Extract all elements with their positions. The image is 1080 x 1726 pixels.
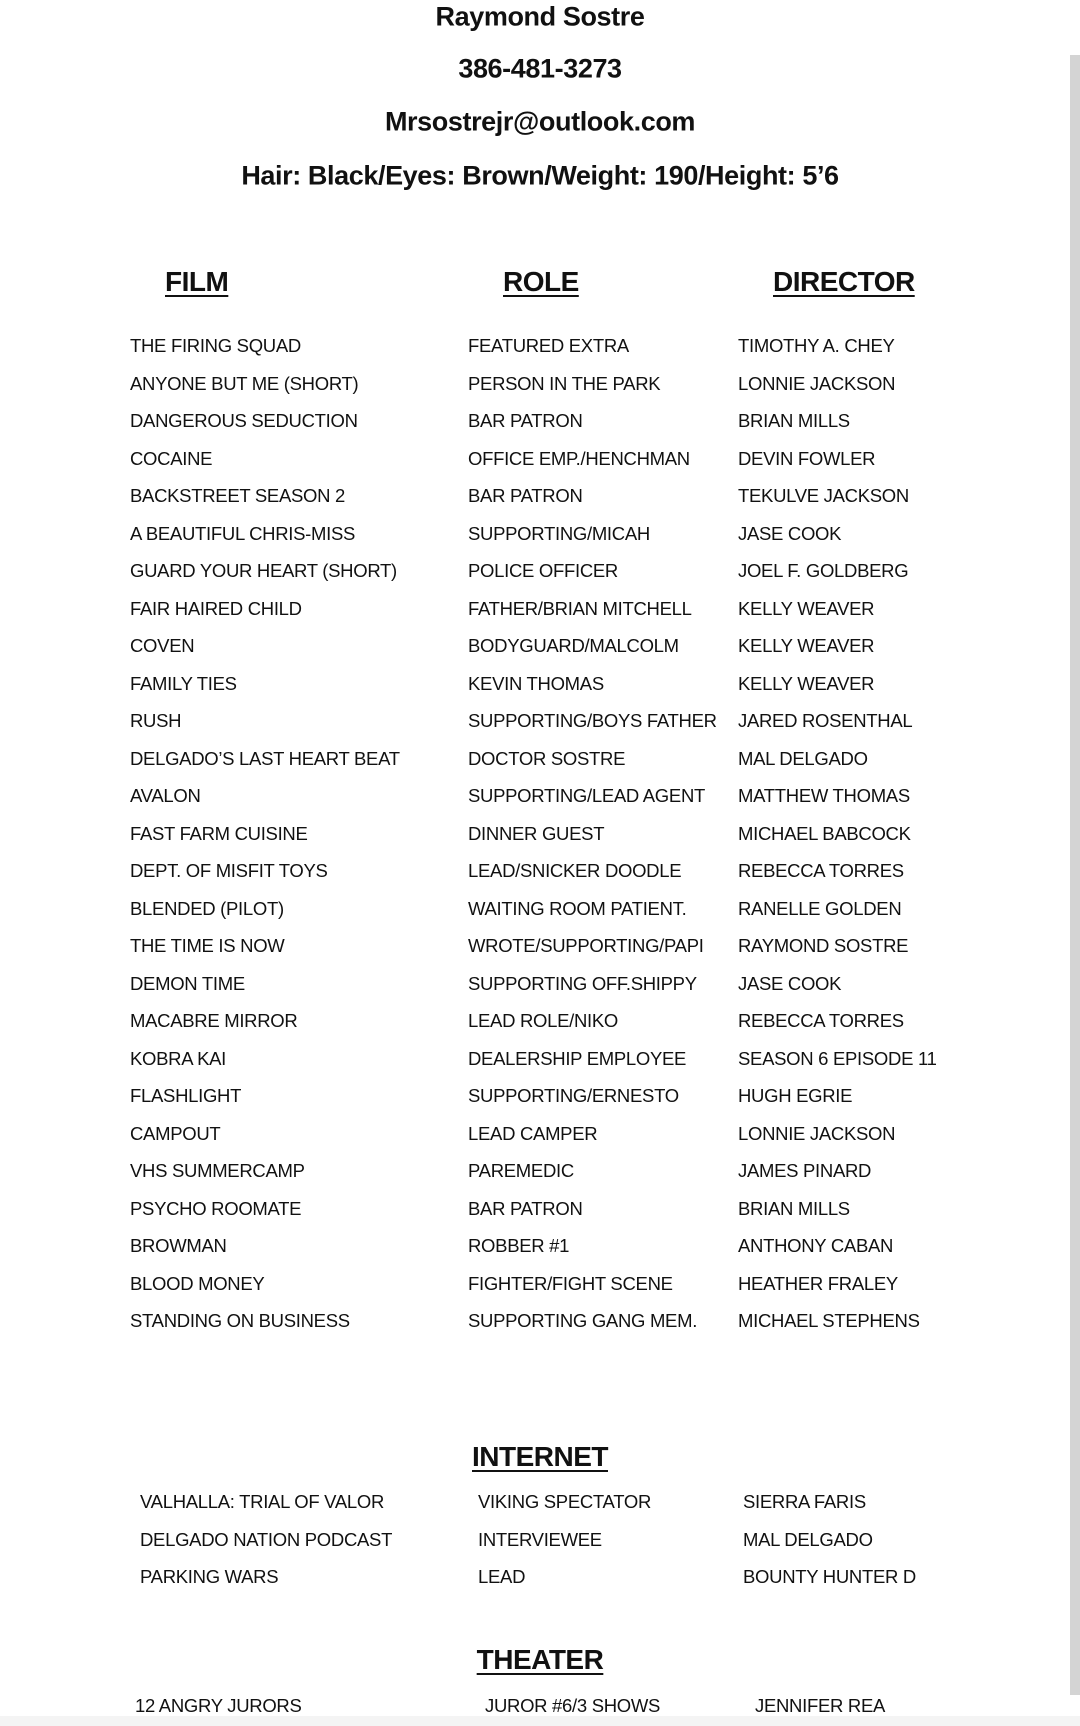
credit-title: DEPT. OF MISFIT TOYS: [130, 860, 328, 881]
credit-director: SIERRA FARIS: [743, 1491, 866, 1512]
credit-role: POLICE OFFICER: [468, 560, 618, 581]
credit-director: ANTHONY CABAN: [738, 1235, 894, 1256]
phone-number: 386-481-3273: [458, 53, 622, 84]
credit-role: ROBBER #1: [468, 1235, 570, 1256]
credit-title: ANYONE BUT ME (SHORT): [130, 372, 359, 394]
credit-title: FAST FARM CUISINE: [130, 822, 308, 844]
credit-title: VALHALLA: TRIAL OF VALOR: [140, 1491, 385, 1512]
credit-director: MAL DELGADO: [743, 1528, 873, 1550]
credit-director: TEKULVE JACKSON: [738, 485, 909, 506]
page-bottom-edge: [0, 1716, 1080, 1726]
credit-role: INTERVIEWEE: [478, 1528, 602, 1550]
credit-role: DOCTOR SOSTRE: [468, 747, 626, 769]
credit-title: MACABRE MIRROR: [130, 1010, 298, 1031]
credit-director: JOEL F. GOLDBERG: [738, 560, 909, 581]
credit-director: KELLY WEAVER: [738, 672, 875, 694]
credit-role: PERSON IN THE PARK: [468, 372, 661, 394]
credit-role: SUPPORTING/ERNESTO: [468, 1085, 679, 1106]
credit-title: PSYCHO ROOMATE: [130, 1197, 302, 1219]
credit-role: SUPPORTING/MICAH: [468, 522, 650, 544]
credit-title: KOBRA KAI: [130, 1047, 227, 1069]
credit-role: FATHER/BRIAN MITCHELL: [468, 597, 692, 619]
credit-director: JASE COOK: [738, 972, 842, 994]
credit-title: A BEAUTIFUL CHRIS-MISS: [130, 522, 356, 544]
scrollbar[interactable]: [1070, 55, 1080, 1695]
credit-title: PARKING WARS: [140, 1566, 279, 1587]
credit-director: HEATHER FRALEY: [738, 1272, 898, 1294]
credit-director: BOUNTY HUNTER D: [743, 1566, 916, 1587]
director-column-header: DIRECTOR: [773, 266, 915, 297]
credit-role: LEAD: [478, 1566, 526, 1587]
credit-director: BRIAN MILLS: [738, 1197, 850, 1219]
credit-title: BACKSTREET SEASON 2: [130, 485, 345, 506]
credit-role: WAITING ROOM PATIENT.: [468, 897, 687, 919]
credit-role: OFFICE EMP./HENCHMAN: [468, 447, 690, 469]
credit-title: STANDING ON BUSINESS: [130, 1310, 350, 1331]
credit-role: LEAD ROLE/NIKO: [468, 1010, 619, 1031]
credit-role: DEALERSHIP EMPLOYEE: [468, 1047, 687, 1069]
credit-role: SUPPORTING OFF.SHIPPY: [468, 972, 697, 994]
credit-director: LONNIE JACKSON: [738, 1122, 896, 1144]
actor-name: Raymond Sostre: [435, 1, 645, 32]
credit-title: COCAINE: [130, 447, 213, 469]
credit-role: LEAD/SNICKER DOODLE: [468, 860, 682, 881]
credit-role: SUPPORTING/LEAD AGENT: [468, 785, 706, 806]
credit-role: SUPPORTING/BOYS FATHER: [468, 710, 717, 731]
credit-director: JENNIFER REA: [755, 1695, 886, 1716]
physical-stats: Hair: Black/Eyes: Brown/Weight: 190/Height: 5’6: [241, 160, 839, 191]
credit-role: JUROR #6/3 SHOWS: [485, 1695, 661, 1716]
credit-director: MICHAEL STEPHENS: [738, 1310, 920, 1331]
credit-director: JASE COOK: [738, 522, 842, 544]
credit-title: COVEN: [130, 635, 195, 656]
credit-role: PAREMEDIC: [468, 1160, 574, 1181]
credit-title: BROWMAN: [130, 1235, 227, 1256]
credit-role: WROTE/SUPPORTING/PAPI: [468, 935, 704, 956]
credit-director: RAYMOND SOSTRE: [738, 935, 909, 956]
credit-title: BLOOD MONEY: [130, 1272, 265, 1294]
credit-title: DANGEROUS SEDUCTION: [130, 410, 358, 431]
credit-role: SUPPORTING GANG MEM.: [468, 1310, 698, 1331]
credit-title: GUARD YOUR HEART (SHORT): [130, 560, 397, 581]
credit-role: DINNER GUEST: [468, 822, 605, 844]
role-column-header: ROLE: [503, 266, 579, 297]
credit-title: RUSH: [130, 710, 182, 731]
theater-section-header: THEATER: [476, 1644, 604, 1675]
credit-director: MICHAEL BABCOCK: [738, 822, 911, 844]
credit-title: DEMON TIME: [130, 972, 245, 994]
credit-director: TIMOTHY A. CHEY: [738, 335, 895, 356]
credit-title: 12 ANGRY JURORS: [135, 1695, 302, 1716]
credit-director: REBECCA TORRES: [738, 860, 904, 881]
credit-director: MATTHEW THOMAS: [738, 785, 910, 806]
credit-role: BAR PATRON: [468, 1197, 583, 1219]
credit-director: KELLY WEAVER: [738, 597, 875, 619]
credit-title: DELGADO NATION PODCAST: [140, 1528, 393, 1550]
internet-section-header: INTERNET: [472, 1441, 608, 1472]
credit-title: VHS SUMMERCAMP: [130, 1160, 305, 1181]
credit-role: BODYGUARD/MALCOLM: [468, 635, 679, 656]
credit-title: THE TIME IS NOW: [130, 935, 285, 956]
credit-title: FAIR HAIRED CHILD: [130, 597, 302, 619]
credit-title: FLASHLIGHT: [130, 1085, 242, 1106]
credit-title: AVALON: [130, 785, 201, 806]
credit-title: THE FIRING SQUAD: [130, 335, 301, 356]
credit-role: KEVIN THOMAS: [468, 672, 604, 694]
credit-director: DEVIN FOWLER: [738, 447, 876, 469]
credit-director: JAMES PINARD: [738, 1160, 872, 1181]
credit-director: KELLY WEAVER: [738, 635, 875, 656]
credit-role: LEAD CAMPER: [468, 1122, 598, 1144]
credit-role: FIGHTER/FIGHT SCENE: [468, 1272, 673, 1294]
credit-director: BRIAN MILLS: [738, 410, 850, 431]
credit-director: REBECCA TORRES: [738, 1010, 904, 1031]
credit-director: RANELLE GOLDEN: [738, 897, 902, 919]
credit-title: FAMILY TIES: [130, 672, 237, 694]
credit-director: HUGH EGRIE: [738, 1085, 853, 1106]
credit-director: JARED ROSENTHAL: [738, 710, 913, 731]
credit-role: VIKING SPECTATOR: [478, 1491, 652, 1512]
credit-director: SEASON 6 EPISODE 11: [738, 1047, 937, 1069]
credit-title: DELGADO’S LAST HEART BEAT: [130, 747, 400, 769]
credit-title: BLENDED (PILOT): [130, 897, 284, 919]
credit-role: FEATURED EXTRA: [468, 335, 629, 356]
email-address: Mrsostrejr@outlook.com: [384, 106, 696, 137]
credit-role: BAR PATRON: [468, 485, 583, 506]
film-column-header: FILM: [165, 266, 229, 297]
credit-director: MAL DELGADO: [738, 747, 868, 769]
credit-director: LONNIE JACKSON: [738, 372, 896, 394]
credit-role: BAR PATRON: [468, 410, 583, 431]
credit-title: CAMPOUT: [130, 1122, 221, 1144]
